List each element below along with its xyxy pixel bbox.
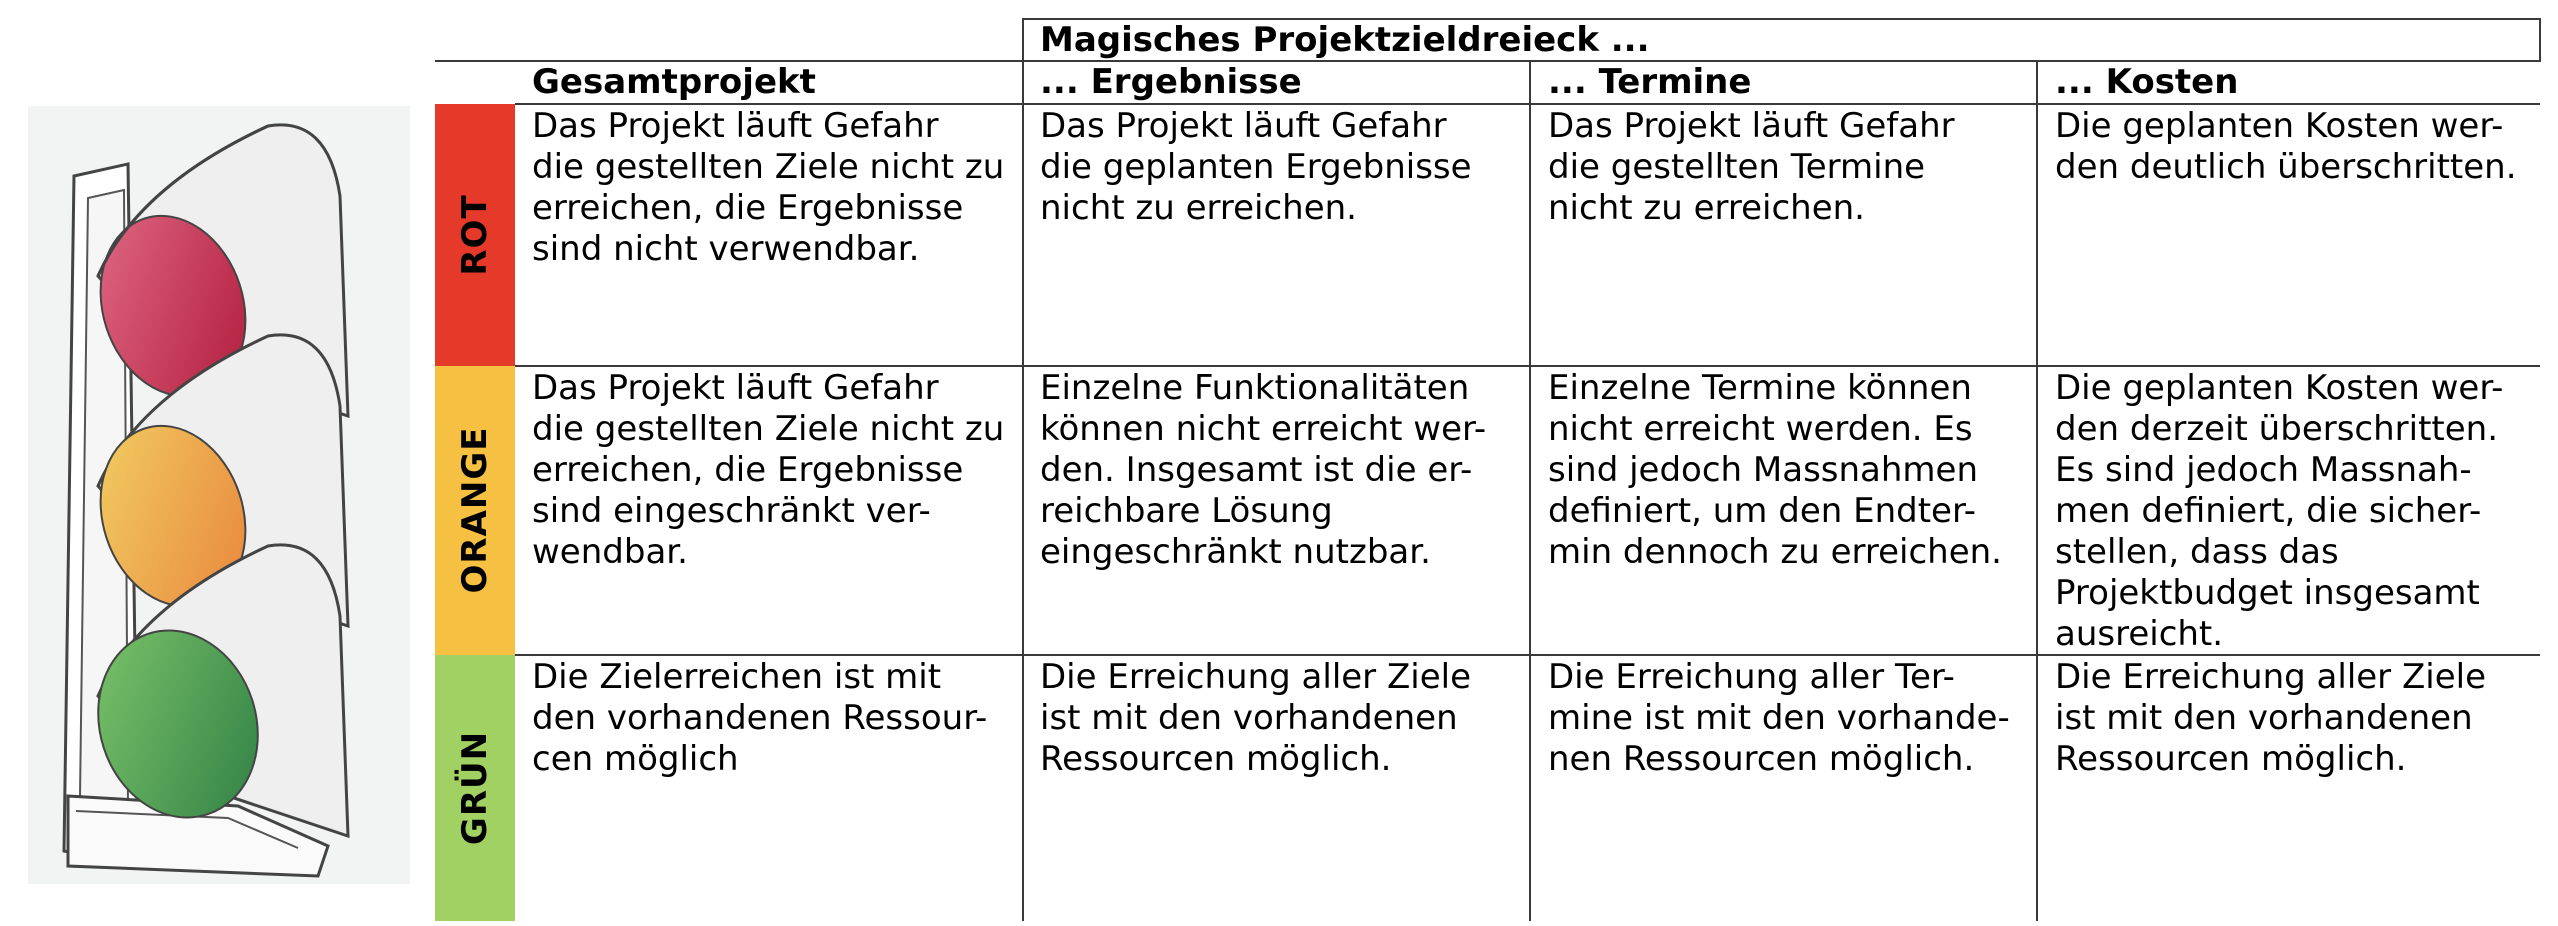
grid-line-row1-bottom [515, 365, 2540, 367]
group-header: Magisches Projektzieldreieck ... [1040, 20, 1650, 60]
cell-gruen-gesamtprojekt: Die Zielerreichen ist mit den vorhandenen Ressour- cen möglich [532, 657, 988, 779]
grid-line-col2 [1529, 62, 1531, 921]
cell-gruen-ergebnisse: Die Erreichung aller Ziele ist mit den vorhandenen Ressourcen möglich. [1040, 657, 1471, 779]
column-header-gesamtprojekt: Gesamtprojekt [532, 62, 816, 102]
cell-orange-ergebnisse: Einzelne Funktionalitäten können nicht erreicht wer- den. Insgesamt ist die er- reichbare Lösung eingeschränkt nutzbar. [1040, 368, 1487, 572]
grid-line-col3 [2036, 62, 2038, 921]
column-header-kosten: ... Kosten [2055, 62, 2239, 102]
row-label-rot: ROT [455, 194, 495, 276]
grid-line-right [2539, 18, 2541, 62]
grid-line-header-divider [435, 60, 2540, 62]
grid-line-top [1022, 18, 2540, 20]
cell-rot-gesamtprojekt: Das Projekt läuft Gefahr die gestellten Ziele nicht zu erreichen, die Ergebnisse sind nicht verwendbar. [532, 106, 1005, 269]
cell-orange-kosten: Die geplanten Kosten wer- den derzeit überschritten. Es sind jedoch Massnah- men definiert, die sicher- stellen, dass das Projektbudget insgesamt ausreicht. [2055, 368, 2504, 654]
cell-rot-ergebnisse: Das Projekt läuft Gefahr die geplanten Ergebnisse nicht zu erreichen. [1040, 106, 1472, 228]
grid-line-header-bottom [515, 103, 2540, 105]
cell-orange-termine: Einzelne Termine können nicht erreicht werden. Es sind jedoch Massnahmen definiert, um den Endter- min dennoch zu erreichen. [1548, 368, 2002, 572]
cell-orange-gesamtprojekt: Das Projekt läuft Gefahr die gestellten Ziele nicht zu erreichen, die Ergebnisse sind eingeschränkt ver- wendbar. [532, 368, 1005, 572]
cell-rot-termine: Das Projekt läuft Gefahr die gestellten Termine nicht zu erreichen. [1548, 106, 1955, 228]
column-header-ergebnisse: ... Ergebnisse [1040, 62, 1302, 102]
row-label-orange: ORANGE [455, 426, 495, 594]
cell-gruen-kosten: Die Erreichung aller Ziele ist mit den vorhandenen Ressourcen möglich. [2055, 657, 2486, 779]
traffic-light-illustration [28, 106, 410, 884]
traffic-light-icon [28, 106, 410, 884]
column-header-termine: ... Termine [1548, 62, 1752, 102]
cell-rot-kosten: Die geplanten Kosten wer- den deutlich überschritten. [2055, 106, 2517, 187]
row-label-gruen: GRÜN [455, 730, 495, 846]
grid-line-col1 [1022, 18, 1024, 921]
cell-gruen-termine: Die Erreichung aller Ter- mine ist mit den vorhande- nen Ressourcen möglich. [1548, 657, 2010, 779]
